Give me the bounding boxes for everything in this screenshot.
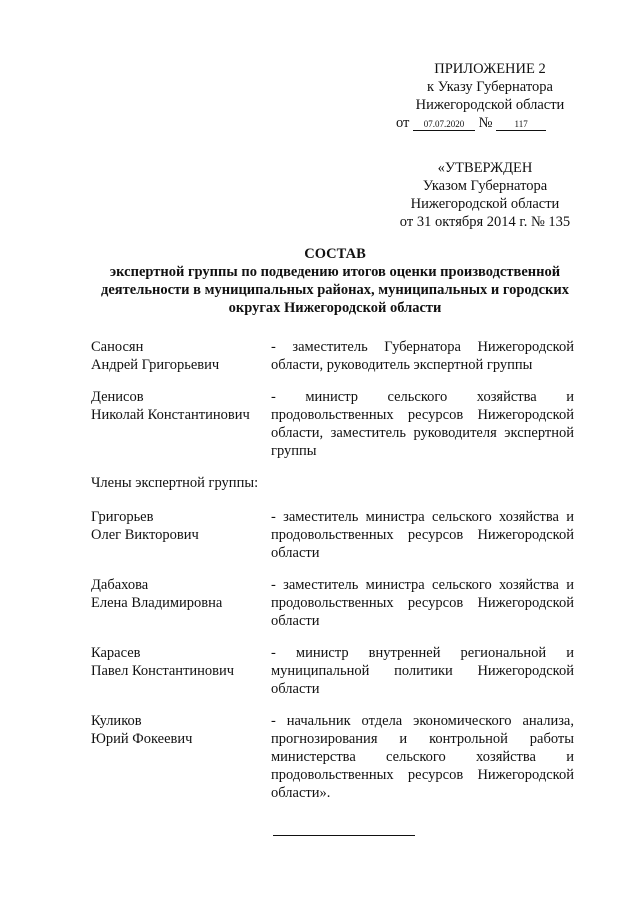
approved-heading: «УТВЕРЖДЕН xyxy=(437,160,533,176)
member-given-name: Павел Константинович xyxy=(91,663,235,679)
number-sign: № xyxy=(478,115,493,131)
date-prefix: от xyxy=(396,115,410,131)
decree-date: 07.07.2020 xyxy=(413,118,475,131)
title-heading: СОСТАВ xyxy=(304,246,366,262)
member-role: - заместитель министра сельского хозяйства и продовольственных ресурсов Нижегородской области xyxy=(271,577,574,629)
title-line-2: экспертной группы по подведению итогов оценки производственной xyxy=(109,264,561,280)
member-given-name: Елена Владимировна xyxy=(91,595,223,611)
member-name xyxy=(91,388,271,460)
members-label: Члены экспертной группы: xyxy=(91,475,259,491)
approved-by: Указом Губернатора xyxy=(422,178,548,194)
member-surname: Куликов xyxy=(91,713,142,729)
list-item xyxy=(91,644,576,698)
approved-date: от 31 октября 2014 г. № 135 xyxy=(399,214,571,230)
title-line-4: округах Нижегородской области xyxy=(228,300,442,316)
member-role: - министр сельского хозяйства и продовольственных ресурсов Нижегородской области, заместитель руководителя экспертной группы xyxy=(271,389,574,459)
appendix-region: Нижегородской области xyxy=(415,97,565,113)
member-surname: Дабахова xyxy=(91,577,149,593)
decree-number: 117 xyxy=(496,118,546,131)
member-surname: Денисов xyxy=(91,389,144,405)
member-given-name: Олег Викторович xyxy=(91,527,199,543)
member-surname: Григорьев xyxy=(91,509,154,525)
member-role: - начальник отдела экономического анализа, прогнозирования и контрольной работы министерства сельского хозяйства и продовольственных ресурсов Нижегородской области». xyxy=(271,713,574,801)
list-item xyxy=(91,576,576,630)
group-composition-list xyxy=(91,338,576,816)
member-given-name: Николай Константинович xyxy=(91,407,250,423)
approval-stamp-text xyxy=(380,159,590,231)
member-name xyxy=(91,712,271,802)
member-given-name: Андрей Григорьевич xyxy=(91,357,220,373)
member-role: - министр внутренней региональной и муниципальной политики Нижегородской области xyxy=(271,645,574,697)
list-item xyxy=(91,712,576,802)
appendix-decree-ref: к Указу Губернатора xyxy=(427,79,553,95)
list-item xyxy=(91,508,576,562)
member-given-name: Юрий Фокеевич xyxy=(91,731,193,747)
member-role: - заместитель министра сельского хозяйства и продовольственных ресурсов Нижегородской области xyxy=(271,509,574,561)
member-name xyxy=(91,576,271,630)
appendix-number: ПРИЛОЖЕНИЕ 2 xyxy=(434,61,546,77)
member-role: - заместитель Губернатора Нижегородской области, руководитель экспертной группы xyxy=(271,339,574,373)
member-surname: Саносян xyxy=(91,339,144,355)
list-item xyxy=(91,338,576,374)
document-title xyxy=(95,245,575,317)
list-item xyxy=(91,388,576,460)
member-surname: Карасев xyxy=(91,645,141,661)
closing-divider xyxy=(273,835,415,836)
appendix-header xyxy=(396,60,580,132)
member-name xyxy=(91,644,271,698)
member-name xyxy=(91,338,271,374)
title-line-3: деятельности в муниципальных районах, муниципальных и городских xyxy=(101,282,569,298)
member-name xyxy=(91,508,271,562)
approved-region: Нижегородской области xyxy=(410,196,560,212)
appendix-date-line xyxy=(396,114,580,132)
